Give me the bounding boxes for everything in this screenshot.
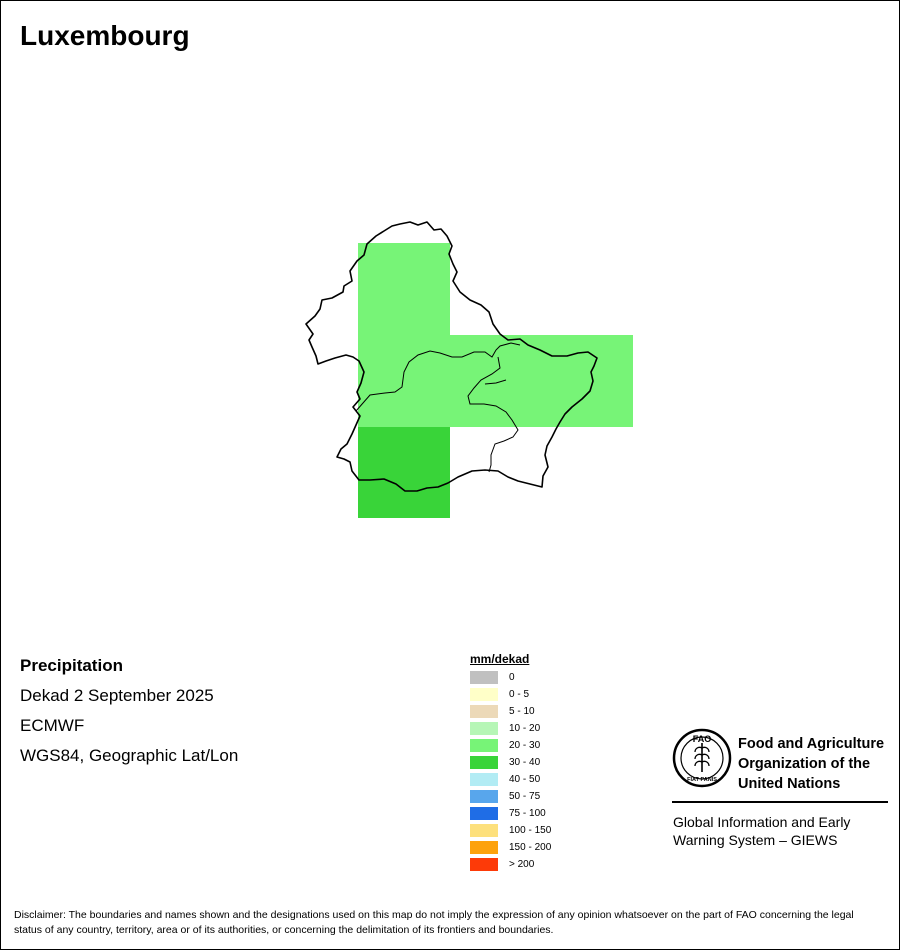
legend-swatch [470,756,498,769]
fao-logo-icon [672,728,732,788]
legend-item [470,771,551,788]
legend-label: 40 - 50 [509,774,541,785]
legend-item [470,754,551,771]
legend-label: 5 - 10 [509,706,535,717]
giews-line: Warning System – GIEWS [673,832,838,848]
legend [470,652,551,873]
fao-name-line: Organization of the [738,756,871,772]
legend-item [470,788,551,805]
legend-label: 150 - 200 [509,842,552,853]
legend-label: 30 - 40 [509,757,541,768]
legend-item [470,669,551,686]
legend-swatch [470,858,498,871]
legend-item [470,703,551,720]
legend-swatch [470,773,498,786]
variable-label: Precipitation [20,656,123,675]
svg-text:FIAT PANIS: FIAT PANIS [687,777,717,783]
grid-cell [358,243,450,335]
legend-item [470,720,551,737]
legend-label: 75 - 100 [509,808,546,819]
fao-name [738,734,884,794]
legend-item [470,856,551,873]
legend-swatch [470,841,498,854]
map-title: Luxembourg [20,20,190,51]
legend-swatch [470,790,498,803]
map-info [20,656,238,776]
legend-swatch [470,824,498,837]
period-label: Dekad 2 September 2025 [20,686,214,705]
legend-item [470,737,551,754]
logo-divider [672,801,888,803]
legend-label: 0 [509,672,515,683]
legend-swatch [470,671,498,684]
giews-line: Global Information and Early [673,814,851,830]
model-label: ECMWF [20,716,85,735]
legend-swatch [470,688,498,701]
legend-label: 0 - 5 [509,689,530,700]
legend-label: > 200 [509,859,535,870]
legend-item [470,822,551,839]
legend-label: 20 - 30 [509,740,541,751]
legend-swatch [470,739,498,752]
legend-label: 10 - 20 [509,723,541,734]
giews-name [673,813,893,849]
grid-cell [358,427,450,518]
legend-swatch [470,807,498,820]
precipitation-grid [358,243,633,518]
legend-item [470,839,551,856]
fao-name-line: United Nations [738,776,841,792]
projection-label: WGS84, Geographic Lat/Lon [20,746,239,765]
svg-text:FAO: FAO [692,734,712,744]
disclaimer: Disclaimer: The boundaries and names shown and the designations used on this map do not imply the expression of any opinion whatsoever on the part of FAO concerning the legal status of any country, territory, area or of its authorities, or concerning the delimitation of its frontiers and boundaries. [14,909,854,936]
legend-item [470,686,551,703]
fao-name-line: Food and Agriculture [738,736,885,752]
legend-swatch [470,705,498,718]
legend-label: 50 - 75 [509,791,541,802]
legend-swatch [470,722,498,735]
grid-cell [450,335,542,427]
grid-cell [542,335,633,427]
grid-cell [358,335,450,427]
legend-title: mm/dekad [470,652,530,666]
legend-item [470,805,551,822]
legend-label: 100 - 150 [509,825,552,836]
